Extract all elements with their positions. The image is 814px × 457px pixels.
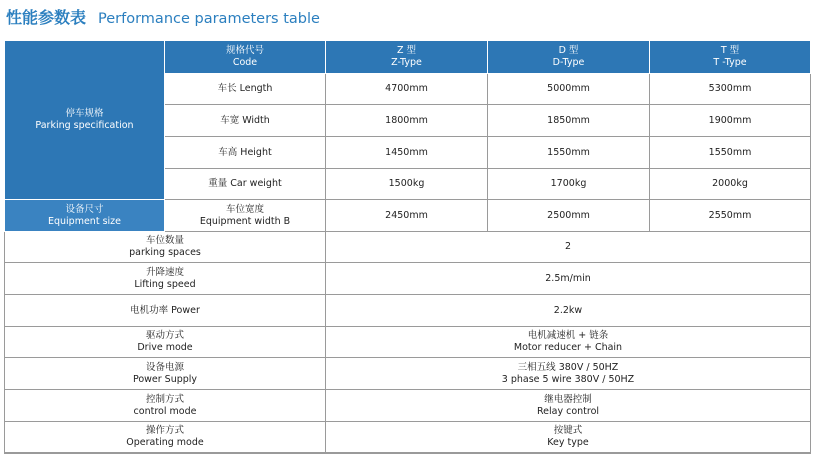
cell-value: 2000kg (650, 169, 811, 200)
title-english: Performance parameters table (98, 11, 320, 27)
cell-value: 1550mm (488, 137, 650, 169)
header-code: 规格代号 Code (165, 41, 326, 74)
row-label-parking-spaces: 车位数量 parking spaces (5, 232, 326, 263)
cell-value: 5000mm (488, 74, 650, 105)
table-row (5, 358, 811, 390)
row-label-width: 车宽 Width (165, 105, 326, 137)
cell-value-power: 2.2kw (326, 295, 811, 327)
header-d-type: D 型 D-Type (488, 41, 650, 74)
cell-value: 1900mm (650, 105, 811, 137)
cell-value-lifting-speed: 2.5m/min (326, 263, 811, 295)
cell-value: 2450mm (326, 200, 488, 232)
row-label-drive-mode: 驱动方式 Drive mode (5, 327, 326, 358)
table-row (5, 390, 811, 422)
table-row (5, 422, 811, 453)
table-row (5, 263, 811, 295)
row-label-equipment-width: 车位宽度 Equipment width B (165, 200, 326, 232)
group-label-cn: 停车规格 (65, 108, 104, 119)
row-label-height: 车高 Height (165, 137, 326, 169)
group-equipment-size: 设备尺寸 Equipment size (5, 200, 165, 232)
header-z-type: Z 型 Z-Type (326, 41, 488, 74)
row-label-length: 车长 Length (165, 74, 326, 105)
cell-value-power-supply: 三相五线 380V / 50HZ 3 phase 5 wire 380V / 50HZ (326, 358, 811, 390)
cell-value: 1500kg (326, 169, 488, 200)
cell-value: 1550mm (650, 137, 811, 169)
cell-value-control-mode: 继电器控制 Relay control (326, 390, 811, 422)
row-label-control-mode: 控制方式 control mode (5, 390, 326, 422)
row-label-power-supply: 设备电源 Power Supply (5, 358, 326, 390)
cell-value-operating-mode: 按键式 Key type (326, 422, 811, 453)
group-label-en: Parking specification (35, 120, 134, 131)
row-label-car-weight: 重量 Car weight (165, 169, 326, 200)
cell-value-drive-mode: 电机减速机 + 链条 Motor reducer + Chain (326, 327, 811, 358)
row-label-lifting-speed: 升降速度 Lifting speed (5, 263, 326, 295)
cell-value: 5300mm (650, 74, 811, 105)
table-row (5, 295, 811, 327)
cell-value: 1700kg (488, 169, 650, 200)
row-label-power: 电机功率 Power (5, 295, 326, 327)
performance-parameters-table (4, 40, 811, 454)
cell-value: 1800mm (326, 105, 488, 137)
table-row (5, 232, 811, 263)
group-parking-specification (5, 41, 165, 200)
row-label-operating-mode: 操作方式 Operating mode (5, 422, 326, 453)
cell-value-parking-spaces: 2 (326, 232, 811, 263)
table-row (5, 200, 811, 232)
header-t-type: T 型 T -Type (650, 41, 811, 74)
cell-value: 2550mm (650, 200, 811, 232)
cell-value: 2500mm (488, 200, 650, 232)
cell-value: 4700mm (326, 74, 488, 105)
cell-value: 1450mm (326, 137, 488, 169)
cell-value: 1850mm (488, 105, 650, 137)
table-row (5, 327, 811, 358)
page-title (6, 4, 320, 32)
table-header-row (5, 41, 811, 74)
title-chinese: 性能参数表 (6, 8, 87, 27)
